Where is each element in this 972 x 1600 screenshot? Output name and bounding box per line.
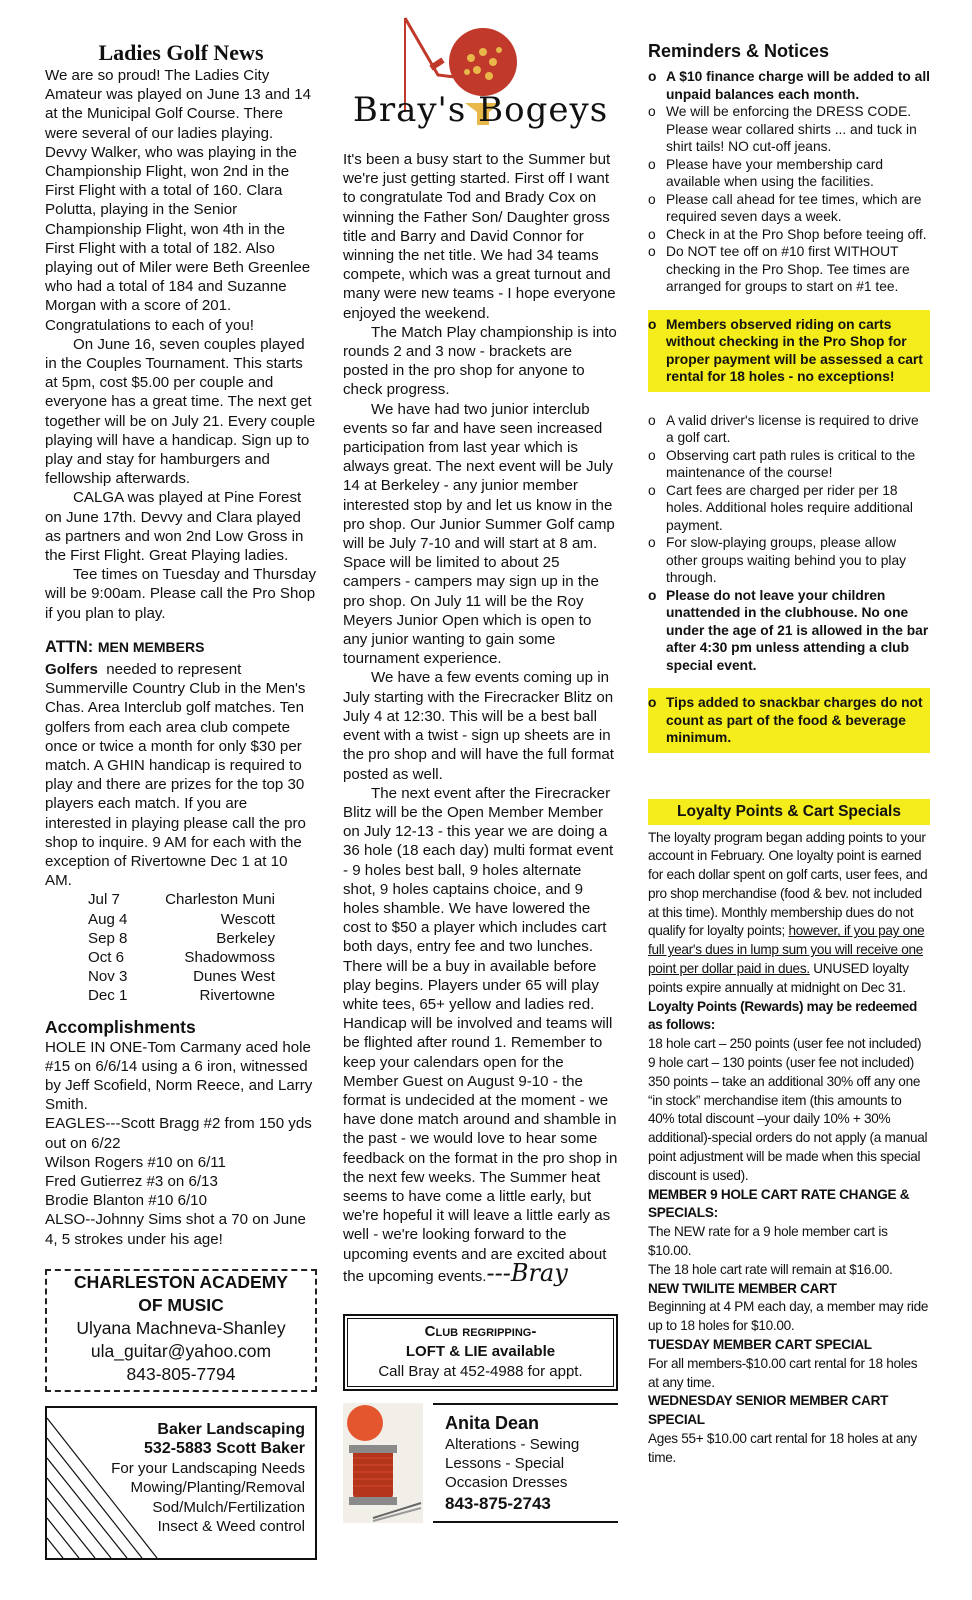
academy-title-line1: CHARLESTON ACADEMY xyxy=(74,1271,288,1292)
reminder-item: o Check in at the Pro Shop before teeing off. xyxy=(648,226,930,244)
ladies-paragraph: On June 16, seven couples played in the Couples Tournament. This starts at 5pm, cost $5.00 per couple and everyone has a great time. The next get together will be on July 21. Every couple playing will have a handicap. Sign up to play and stay for hamburgers and fellowship afterwards. xyxy=(45,335,316,488)
schedule-row xyxy=(45,910,317,929)
music-academy-ad xyxy=(45,1269,317,1392)
ladies-golf-news-title: Ladies Golf News xyxy=(98,40,264,65)
schedule-row xyxy=(45,929,317,948)
baker-landscaping-ad xyxy=(45,1406,317,1560)
schedule-row xyxy=(45,986,317,1005)
reminder-item: o Members observed riding on carts without checking in the Pro Shop for proper payment will be assessed a cart rental for 18 holes - no exceptions! xyxy=(648,316,926,386)
reminder-item: o Observing cart path rules is critical to the maintenance of the course! xyxy=(648,447,930,482)
reminders-title: Reminders & Notices xyxy=(648,41,830,61)
loyalty-intro-a: The loyalty program began adding points to your account in February. One loyalty point is earned for each dollar spent on golf carts, user fees, and pro shop merchandise (food & bev. not included at this time). Monthly membership dues do not qualify for loyalty points; xyxy=(648,829,928,939)
tips-highlight xyxy=(648,688,930,753)
accomplishment-line: EAGLES---Scott Bragg #2 from 150 yds out on 6/22 xyxy=(45,1115,312,1152)
regrip-line1: Club regripping- xyxy=(424,1322,537,1340)
loyalty-intro-underlined: however, if you pay one full year's dues in lump sum you will receive one point per dollar paid in dues. xyxy=(648,923,925,977)
schedule-date: Jul 7 xyxy=(88,891,120,909)
schedule-date: Nov 3 xyxy=(88,968,128,986)
reminders-list-2 xyxy=(648,412,930,675)
loyalty-reward: 18 hole cart – 250 points (user fee not included) xyxy=(648,1036,922,1052)
anita-line: Lessons - Special xyxy=(445,1454,565,1472)
baker-line: For your Landscaping Needs xyxy=(111,1459,305,1477)
regripping-ad xyxy=(343,1314,618,1391)
anita-phone: 843-875-2743 xyxy=(445,1493,551,1513)
loyalty-body xyxy=(648,829,930,1468)
accomplishment-line: Fred Gutierrez #3 on 6/13 xyxy=(45,1172,218,1190)
right-column xyxy=(648,0,930,1468)
baker-line: Sod/Mulch/Fertilization xyxy=(152,1498,305,1516)
regrip-line2: LOFT & LIE available xyxy=(405,1342,556,1360)
brays-paragraph: The Match Play championship is into rounds 2 and 3 now - brackets are posted in the pro shop for anyone to check progress. xyxy=(343,323,617,399)
schedule-venue: Shadowmoss xyxy=(184,948,275,966)
brays-paragraph: We have had two junior interclub events so far and have seen increased participation from last year which is always great. The next event will be July 14 at Berkeley - any junior member interested stop by and let us know in the pro shop. Our Junior Summer Golf camp will be July 7-10 and will start at 8 am. Space will be limited to about 25 campers - campers may sign up in the pro shop. On July 11 will be the Roy Meyers Junior Open which is open to any junior wanting to gain some tournament experience. xyxy=(343,400,615,668)
brays-bogeys-masthead xyxy=(343,0,618,150)
cart-special-text: Beginning at 4 PM each day, a member may ride up to 18 holes for $10.00. xyxy=(648,1299,929,1334)
schedule-venue: Wescott xyxy=(220,910,275,928)
schedule-venue: Berkeley xyxy=(216,929,275,947)
schedule-venue: Charleston Muni xyxy=(165,891,275,909)
schedule-venue: Rivertowne xyxy=(199,987,275,1005)
schedule-date: Sep 8 xyxy=(88,929,128,947)
reminder-item: o Please have your membership card available when using the facilities. xyxy=(648,156,930,191)
schedule-date: Aug 4 xyxy=(88,910,128,928)
loyalty-redeem-heading: Loyalty Points (Rewards) may be redeemed as follows: xyxy=(648,998,918,1033)
left-column xyxy=(45,0,317,1560)
reminder-item: o Tips added to snackbar charges do not count as part of the food & beverage minimum. xyxy=(648,694,926,747)
reminder-item: o For slow-playing groups, please allow other groups waiting behind you to play through. xyxy=(648,534,930,587)
brays-paragraph-text: The next event after the Firecracker Blitz will be the Open Member Member on July 12-13 - this year we are doing a 36 hole (18 each day) multi format event - 9 holes best ball, 9 holes alternate shot, 9 holes captains choice, and 9 holes shamble. We have lowered the cost to $50 a player which includes cart both days, entry fee and two lunches. There will be a buy in available before play begins. Players under 65 will play white tees, 65+ yellow and ladies red. Handicap will be involved and teams will be flighted after round 1. Remember to keep your calendars open for the Member Guest on August 9-10 - the format is undecided at the moment - we have done match around and shamble in the past - we would love to hear some feedback on the format in the pro shop in the next few weeks. The Summer heat seems to have come a little early, but we're hopeful it will leave a little early as well - we're looking forward to the upcoming events and are excited about the upcoming events. xyxy=(343,784,618,1285)
attn-heading xyxy=(45,638,317,657)
baker-title: Baker Landscaping xyxy=(157,1420,305,1438)
accomplishment-line: Wilson Rogers #10 on 6/11 xyxy=(45,1153,226,1171)
reminder-item: o A $10 finance charge will be added to all unpaid balances each month. xyxy=(648,68,930,103)
academy-title-line2: OF MUSIC xyxy=(138,1294,224,1315)
academy-phone: 843-805-7794 xyxy=(126,1363,236,1384)
attn-heading-sub: MEN MEMBERS xyxy=(97,638,205,655)
anita-name: Anita Dean xyxy=(445,1412,540,1433)
cart-special-heading: NEW TWILITE MEMBER CART xyxy=(648,1280,837,1296)
anita-line: Occasion Dresses xyxy=(445,1473,568,1491)
schedule-date: Dec 1 xyxy=(88,987,128,1005)
bray-signature: ---Bray xyxy=(486,1258,568,1287)
loyalty-reward: 350 points – take an additional 30% off any one “in stock” merchandise item (this amounts to 40% total discount –your daily 10% + 30% additional)-special orders do not apply (a manual point adjustment will be made when this special discount is used). xyxy=(648,1073,928,1183)
cart-special-heading: TUESDAY MEMBER CART SPECIAL xyxy=(648,1337,872,1353)
cart-special-text: For all members-$10.00 cart rental for 18 holes at any time. xyxy=(648,1355,918,1390)
brays-paragraph: We have a few events coming up in July starting with the Firecracker Blitz on July 4 at 12:30. This will be a best ball event with a twist - sign up sheets are in the pro shop and will have the full format posted as well. xyxy=(343,669,615,783)
reminder-item: o Cart fees are charged per rider per 18 holes. Additional holes require additional payment. xyxy=(648,482,930,535)
ladies-paragraph: Tee times on Tuesday and Thursday will be 9:00am. Please call the Pro Shop if you plan to play. xyxy=(45,566,317,622)
loyalty-title: Loyalty Points & Cart Specials xyxy=(648,799,930,825)
baker-phone-name: 532-5883 Scott Baker xyxy=(144,1440,305,1458)
schedule-venue: Dunes West xyxy=(193,968,275,986)
attn-body xyxy=(45,660,317,890)
ladies-paragraph: CALGA was played at Pine Forest on June 17th. Devvy and Clara played as partners and won 2nd Low Gross in the First Flight. Great Playing ladies. xyxy=(45,489,304,565)
loyalty-intro xyxy=(648,829,930,998)
ladies-golf-news-body xyxy=(45,66,317,623)
anita-line: Alterations - Sewing xyxy=(445,1435,580,1453)
attn-heading-main: ATTN: xyxy=(45,637,94,656)
reminders-list xyxy=(648,68,930,296)
attn-lead: Golfers xyxy=(45,660,98,678)
accomplishment-line: Brodie Blanton #10 6/10 xyxy=(45,1192,207,1210)
schedule-date: Oct 6 xyxy=(88,948,125,966)
cart-special-text: Ages 55+ $10.00 cart rental for 18 holes at any time. xyxy=(648,1431,917,1465)
schedule-row xyxy=(45,948,317,967)
ladies-paragraph: We are so proud! The Ladies City Amateur was played on June 13 and 14 at the Municipal Golf Course. There were several of our ladies playing. Devvy Walker, who was playing in the Championship Flight, won 2nd in the First Flight with a total of 160. Clara Polutta, playing in the Senior Championship Flight, won 4th in the First Flight with a total of 182. Also playing out of Miler were Beth Greenlee who had a total of 184 and Suzanne Morgan with a score of 201. Congratulations to each of you! xyxy=(45,67,311,334)
accomplishments-title: Accomplishments xyxy=(45,1016,196,1037)
attn-text: needed to represent Summerville Country Club in the Men's Chas. Area Interclub golf matches. Ten golfers from each area club compete once or twice a month for only $30 per match. A GHIN handicap is required to play and there are prizes for the top 30 players each match. If you are interested in playing please call the pro shop to inquire. 9 AM for each with the exception of Rivertowne Dec 1 at 10 AM. xyxy=(45,660,306,890)
reminder-item: o Please do not leave your children unattended in the clubhouse. No one under the age of 21 is allowed in the bar after 4:30 pm unless attending a club special event. xyxy=(648,587,930,675)
academy-email: ula_guitar@yahoo.com xyxy=(90,1340,272,1361)
middle-column xyxy=(343,0,618,1523)
regrip-line3: Call Bray at 452-4988 for appt. xyxy=(378,1362,583,1380)
reminder-item: o We will be enforcing the DRESS CODE. Please wear collared shirts ... and tuck in shirt tails! NO cut-off jeans. xyxy=(648,103,930,156)
cart-special-heading: WEDNESDAY SENIOR MEMBER CART SPECIAL xyxy=(648,1393,889,1428)
accomplishment-line: HOLE IN ONE-Tom Carmany aced hole #15 on 6/6/14 using a 6 iron, witnessed by Jeff Scofield, Norm Reece, and Larry Smith. xyxy=(45,1038,313,1114)
baker-line: Mowing/Planting/Removal xyxy=(130,1479,305,1497)
anita-text xyxy=(433,1403,618,1523)
accomplishment-line: ALSO--Johnny Sims shot a 70 on June 4, 5 strokes under his age! xyxy=(45,1211,306,1248)
reminder-item: o Please call ahead for tee times, which are required seven days a week. xyxy=(648,191,930,226)
schedule-row xyxy=(45,967,317,986)
reminder-item: o A valid driver's license is required to drive a golf cart. xyxy=(648,412,930,447)
loyalty-intro-b: UNUSED loyalty points expire annually at midnight on Dec 31. xyxy=(648,961,909,995)
cart-special-text: The 18 hole cart rate will remain at $16.00. xyxy=(648,1261,893,1277)
accomplishments-body xyxy=(45,1038,317,1249)
academy-teacher: Ulyana Machneva-Shanley xyxy=(76,1317,286,1338)
cart-special-text: The NEW rate for a 9 hole member cart is $10.00. xyxy=(648,1224,888,1259)
schedule-row xyxy=(45,890,317,909)
reminder-item: o Do NOT tee off on #10 first WITHOUT checking in the Pro Shop. Tee times are arranged for groups to start on #1 tee. xyxy=(648,243,930,296)
baker-text xyxy=(111,1420,305,1537)
cart-warning-highlight xyxy=(648,310,930,392)
cart-special-heading: MEMBER 9 HOLE CART RATE CHANGE & SPECIALS: xyxy=(648,1186,910,1221)
baker-line: Insect & Weed control xyxy=(157,1518,305,1536)
anita-dean-ad xyxy=(343,1403,618,1523)
loyalty-reward: 9 hole cart – 130 points (user fee not included) xyxy=(648,1055,914,1071)
brays-bogeys-body xyxy=(343,150,618,1286)
brays-bogeys-title: Bray's Bogeys xyxy=(352,90,609,130)
interclub-schedule xyxy=(45,890,317,1005)
brays-paragraph: It's been a busy start to the Summer but we're just getting started. First off I want to congratulate Tod and Brady Cox on winning the Father Son/ Daughter gross title and Barry and David Connor for winning the net title. We had 34 teams compete, which was a great turnout and many were new teams - I hope everyone enjoyed the weekend. xyxy=(343,151,616,322)
brays-paragraph xyxy=(343,784,618,1286)
sewing-thread-image xyxy=(343,1403,423,1523)
